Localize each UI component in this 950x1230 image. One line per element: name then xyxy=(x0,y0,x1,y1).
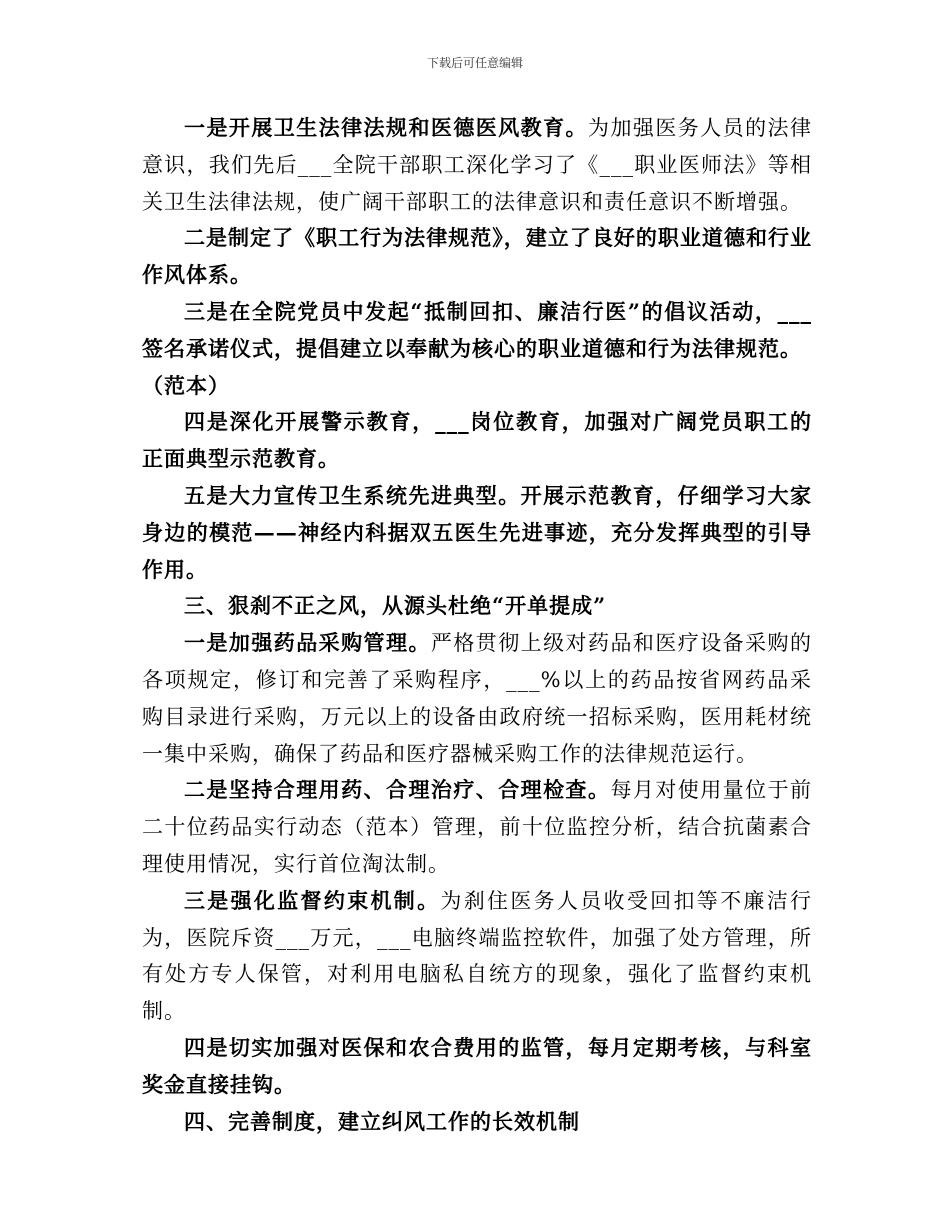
paragraph xyxy=(142,220,812,294)
paragraph xyxy=(142,404,812,478)
paragraph-text: 为加强医务人员的法律意识，我们先后___全院干部职工深化学习了《___职业医师法》等相关卫生法律法规，使广阔干部职工的法律意识和责任意识不断增强。 xyxy=(142,116,812,214)
paragraph xyxy=(142,294,812,368)
paragraph-lead: 一是开展卫生法律法规和医德医风教育。 xyxy=(184,115,588,140)
paragraph xyxy=(142,772,812,882)
paragraph xyxy=(142,368,812,405)
paragraph xyxy=(142,1030,812,1104)
paragraph xyxy=(142,110,812,220)
paragraph-lead: 四是切实加强对医保和农合费用的监管，每月定期考核，与科室奖金直接挂钩。 xyxy=(142,1034,812,1097)
paragraph-lead: 三、狠刹不正之风，从源头杜绝“开单提成” xyxy=(184,593,607,619)
paragraph-lead: 三是强化监督约束机制。 xyxy=(184,887,441,913)
paragraph-lead: 三是在全院党员中发起“抵制回扣、廉洁行医”的倡议活动，___签名承诺仪式，提倡建立以奉献为核心的职业道德和行为法律规范。 xyxy=(142,298,812,361)
paragraph-text: 为刹住医务人员收受回扣等不廉洁行为，医院斥资___万元，___电脑终端监控软件，加强了处方管理，所有处方专人保管，对利用电脑私自统方的现象，强化了监督约束机制。 xyxy=(142,888,813,1024)
paragraph-text: 每月对使用量位于前二十位药品实行动态（范本）管理，前十位监控分析，结合抗菌素合理使用情况，实行首位淘汰制。 xyxy=(142,778,813,876)
paragraph-lead: 一是加强药品采购管理。 xyxy=(184,630,431,656)
paragraph xyxy=(142,625,812,772)
section-heading xyxy=(142,1104,812,1141)
paragraph-lead: 四、完善制度，建立纠风工作的长效机制 xyxy=(184,1108,580,1134)
paragraph-lead: 五是大力宣传卫生系统先进典型。开展示范教育，仔细学习大家身边的模范——神经内科据双五医生先进事迹，充分发挥典型的引导作用。 xyxy=(142,482,812,582)
paragraph-lead: 二是坚持合理用药、合理治疗、合理检查。 xyxy=(184,777,611,803)
page-header: 下载后可任意编辑 xyxy=(426,56,523,70)
document-body xyxy=(142,110,812,1140)
paragraph-lead: 二是制定了《职工行为法律规范》，建立了良好的职业道德和行业作风体系。 xyxy=(142,225,812,288)
paragraph xyxy=(142,478,812,588)
paragraph xyxy=(142,883,812,1030)
paragraph-text: 严格贯彻上级对药品和医疗设备采购的各项规定，修订和完善了采购程序，___%以上的药品按省网药品采购目录进行采购，万元以上的设备由政府统一招标采购，医用耗材统一集中采购，确保了药品和医疗器械采购工作的法律规范运行。 xyxy=(142,631,813,766)
paragraph-lead: 四是深化开展警示教育，___岗位教育，加强对广阔党员职工的正面典型示范教育。 xyxy=(142,409,812,472)
section-heading xyxy=(142,588,812,625)
paragraph-lead: （范本） xyxy=(142,372,230,398)
